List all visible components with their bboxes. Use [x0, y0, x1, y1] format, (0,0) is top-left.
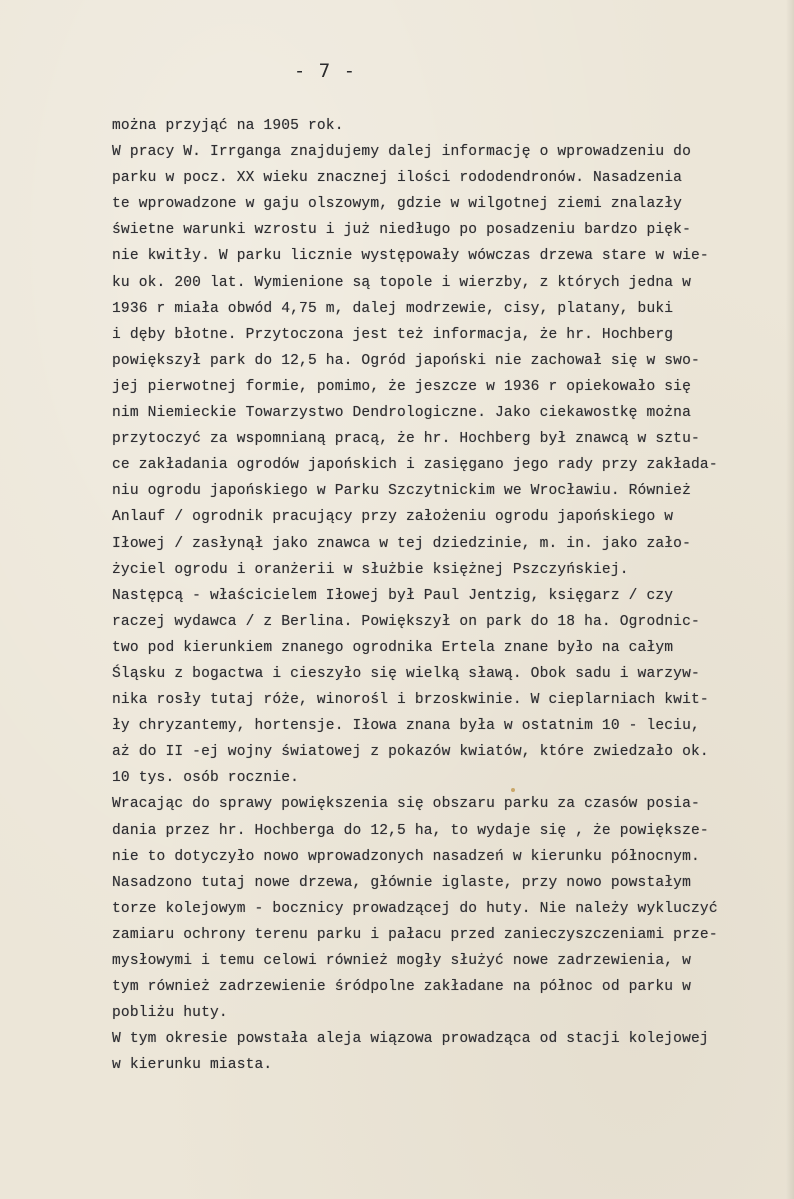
text-line: zamiaru ochrony terenu parku i pałacu przed zanieczyszczeniami prze- — [112, 926, 718, 943]
text-line: ce zakładania ogrodów japońskich i zasięgano jego rady przy zakłada- — [112, 457, 718, 474]
text-line: mysłowymi i temu celowi również mogły służyć nowe zadrzewienia, w — [112, 953, 691, 969]
text-line: życiel ogrodu i oranżerii w służbie księżnej Pszczyńskiej. — [112, 561, 629, 578]
text-line: Wracając do sprawy powiększenia się obszaru parku za czasów posia- — [112, 796, 700, 813]
text-line: nika rosły tutaj róże, winorośl i brzoskwinie. W cieplarniach kwit- — [112, 692, 709, 709]
text-line: niu ogrodu japońskiego w Parku Szczytnickim we Wrocławiu. Również — [112, 483, 691, 500]
ink-spot — [511, 788, 515, 792]
text-line: parku w pocz. XX wieku znacznej ilości rododendronów. Nasadzenia — [112, 170, 683, 187]
body-text — [112, 113, 752, 1078]
text-line: Nasadzono tutaj nowe drzewa, głównie iglaste, przy nowo powstałym — [112, 874, 691, 891]
page-number: - 7 - — [293, 60, 357, 82]
text-line: aż do II -ej wojny światowej z pokazów kwiatów, które zwiedzało ok. — [112, 744, 709, 761]
text-line: 1936 r miała obwód 4,75 m, dalej modrzewie, cisy, platany, buki — [112, 300, 674, 317]
text-line: Anlauf / ogrodnik pracujący przy założeniu ogrodu japońskiego w — [112, 509, 674, 526]
text-line: jej pierwotnej formie, pomimo, że jeszcze w 1936 r opiekowało się — [112, 378, 691, 395]
text-line: torze kolejowym - bocznicy prowadzącej do huty. Nie należy wykluczyć — [112, 900, 718, 917]
text-line: Iłowej / zasłynął jako znawca w tej dziedzinie, m. in. jako zało- — [112, 535, 691, 552]
text-line: 10 tys. osób rocznie. — [112, 770, 300, 787]
text-line: two pod kierunkiem znanego ogrodnika Ertela znane było na całym — [112, 639, 674, 656]
text-line: można przyjąć na 1905 rok. — [112, 118, 344, 134]
text-line: przytoczyć za wspomnianą pracą, że hr. Hochberg był znawcą w sztu- — [112, 431, 700, 448]
text-line: dania przez hr. Hochberga do 12,5 ha, to wydaje się , że powiększe- — [112, 822, 709, 839]
text-line: i dęby błotne. Przytoczona jest też informacja, że hr. Hochberg — [112, 326, 674, 343]
text-line: w kierunku miasta. — [112, 1057, 273, 1074]
text-line: W tym okresie powstała aleja wiązowa prowadząca od stacji kolejowej — [112, 1031, 709, 1048]
text-line: Następcą - właścicielem Iłowej był Paul Jentzig, księgarz / czy — [112, 587, 674, 604]
text-line: pobliżu huty. — [112, 1005, 228, 1022]
text-line: ły chryzantemy, hortensje. Iłowa znana była w ostatnim 10 - leciu, — [112, 718, 700, 735]
text-line: powiększył park do 12,5 ha. Ogród japoński nie zachował się w swo- — [112, 352, 700, 369]
text-line: te wprowadzone w gaju olszowym, gdzie w wilgotnej ziemi znalazły — [112, 196, 683, 213]
text-line: nim Niemieckie Towarzystwo Dendrologiczne. Jako ciekawostkę można — [112, 405, 691, 422]
text-line: W pracy W. Irrganga znajdujemy dalej informację o wprowadzeniu do — [112, 144, 691, 161]
page-edge-shadow — [786, 0, 794, 1199]
text-line: nie kwitły. W parku licznie występowały wówczas drzewa stare w wie- — [112, 248, 709, 265]
text-line: świetne warunki wzrostu i już niedługo po posadzeniu bardzo pięk- — [112, 222, 691, 239]
text-line: tym również zadrzewienie śródpolne zakładane na północ od parku w — [112, 979, 691, 996]
text-line: raczej wydawca / z Berlina. Powiększył on park do 18 ha. Ogrodnic- — [112, 613, 700, 630]
text-line: nie to dotyczyło nowo wprowadzonych nasadzeń w kierunku północnym. — [112, 848, 700, 865]
text-line: ku ok. 200 lat. Wymienione są topole i wierzby, z których jedna w — [112, 274, 691, 291]
text-line: Śląsku z bogactwa i cieszyło się wielką sławą. Obok sadu i warzyw- — [112, 665, 700, 682]
